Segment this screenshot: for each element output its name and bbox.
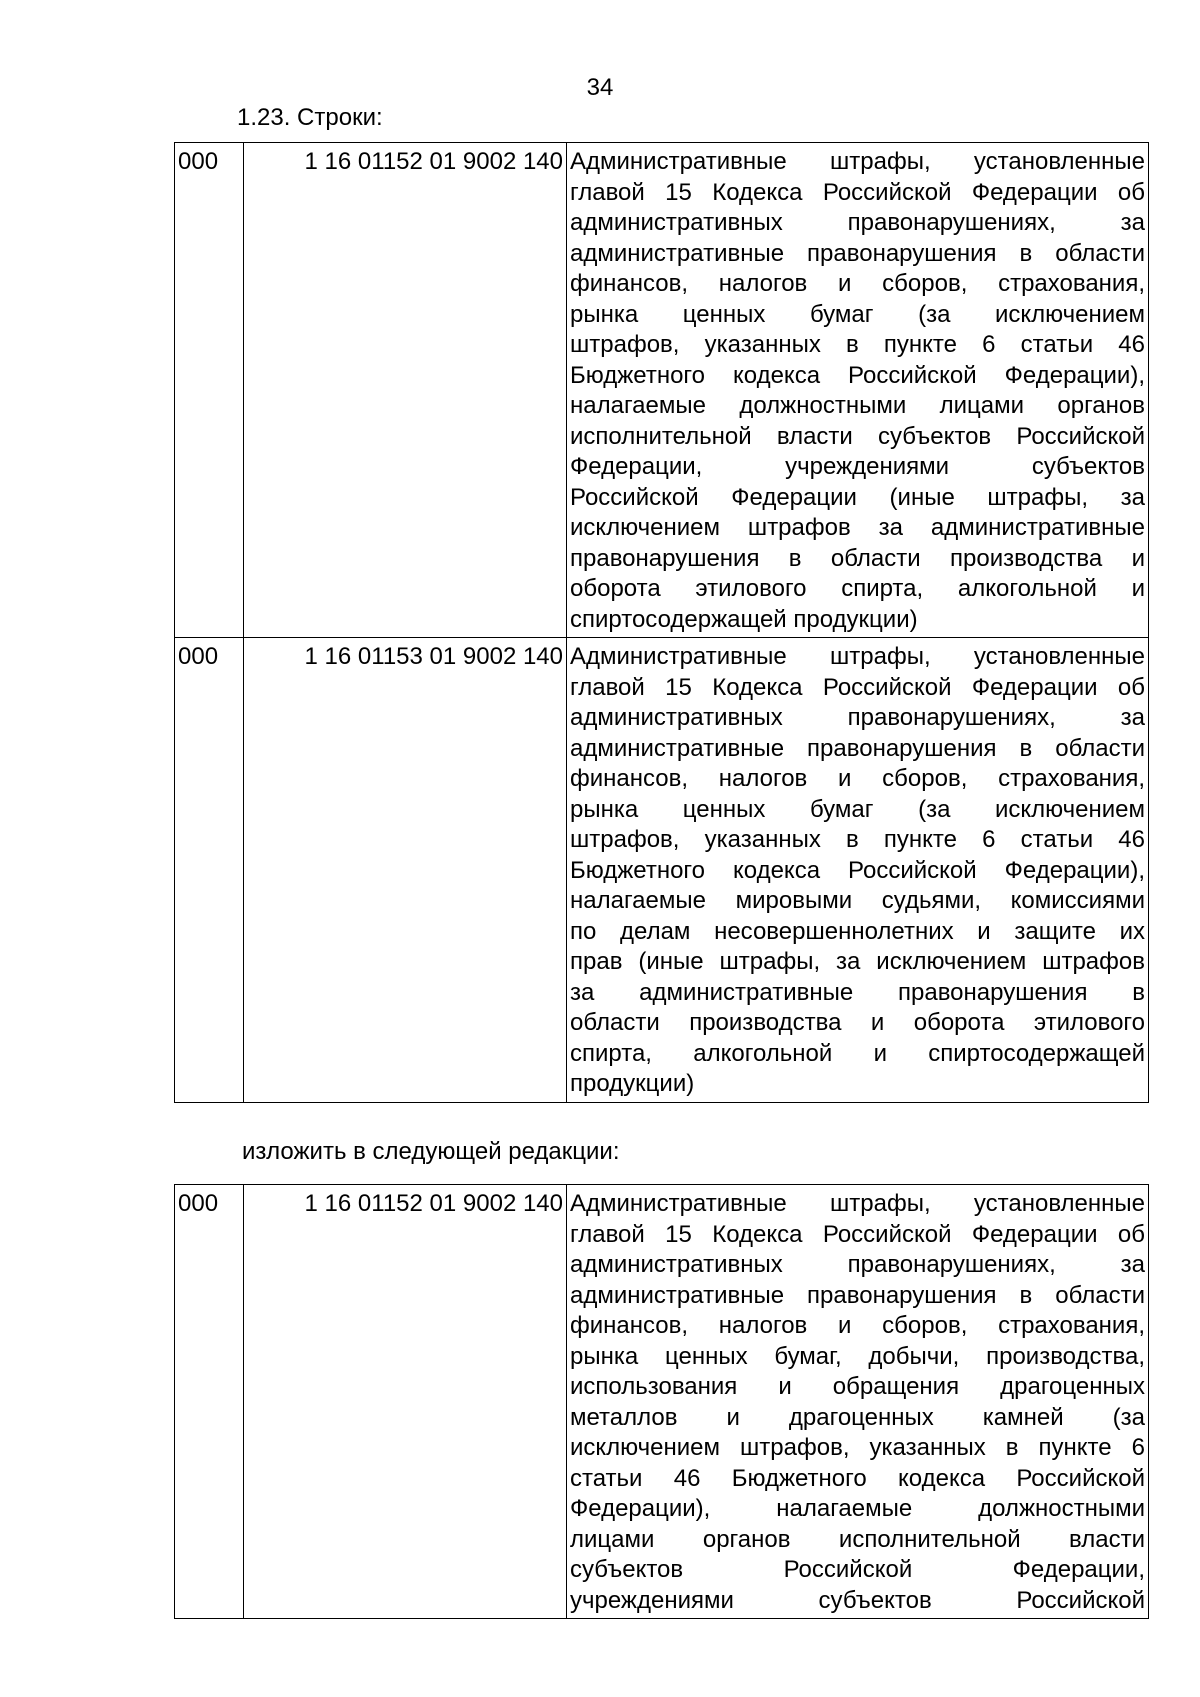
- description-line: финансов, налогов и сборов, страхования,: [570, 270, 1145, 297]
- description-line: использования и обращения драгоценных: [570, 1373, 1145, 1400]
- table-current-body: [175, 143, 1149, 1103]
- description-line: штрафов, указанных в пункте 6 статьи 46: [570, 826, 1145, 853]
- description-line: Федерации), налагаемые должностными: [570, 1495, 1145, 1522]
- description-line: административных правонарушениях, за: [570, 209, 1145, 236]
- page-number: 34: [586, 74, 614, 101]
- description-line: по делам несовершеннолетних и защите их: [570, 917, 1145, 945]
- description-line: административные правонарушения в области: [570, 1281, 1145, 1309]
- table-row: [175, 1185, 1149, 1619]
- description-line: субъектов Российской Федерации,: [570, 1556, 1145, 1583]
- description-line: рынка ценных бумаг, добычи, производства,: [570, 1342, 1145, 1370]
- description-line: налагаемые должностными лицами органов: [570, 392, 1145, 419]
- description-line: исключением штрафов за административные: [570, 514, 1145, 541]
- table-current-lines: [174, 142, 1149, 1103]
- description-line: налагаемые мировыми судьями, комиссиями: [570, 887, 1145, 914]
- description-line: правонарушения в области производства и: [570, 544, 1145, 572]
- description-line: Бюджетного кодекса Российской Федерации),: [570, 856, 1145, 884]
- description-line: области производства и оборота этилового: [570, 1009, 1145, 1036]
- description-line: статьи 46 Бюджетного кодекса Российской: [570, 1464, 1145, 1492]
- kbk-code-cell: 1 16 01152 01 9002 140: [244, 143, 567, 638]
- description-line: Федерации, учреждениями субъектов: [570, 453, 1145, 480]
- table-row: [175, 638, 1149, 1103]
- admin-code-cell: 000: [175, 638, 244, 1103]
- description-line: главой 15 Кодекса Российской Федерации об: [570, 673, 1145, 701]
- table-row: [175, 143, 1149, 638]
- description-line: финансов, налогов и сборов, страхования,: [570, 765, 1145, 792]
- description-cell: [567, 1185, 1149, 1619]
- description-line: спиртосодержащей продукции): [570, 605, 918, 633]
- description-line: за административные правонарушения в: [570, 978, 1145, 1006]
- intro-text: изложить в следующей редакции:: [242, 1138, 620, 1165]
- description-line: Административные штрафы, установленные: [570, 1190, 1145, 1217]
- description-cell: [567, 143, 1149, 638]
- description-line: лицами органов исполнительной власти: [570, 1525, 1145, 1553]
- kbk-code-cell: 1 16 01153 01 9002 140: [244, 638, 567, 1103]
- description-line: административных правонарушениях, за: [570, 704, 1145, 731]
- description-line: административные правонарушения в области: [570, 734, 1145, 762]
- description-line: прав (иные штрафы, за исключением штрафов: [570, 948, 1145, 975]
- description-line: Российской Федерации (иные штрафы, за: [570, 483, 1145, 511]
- description-line: рынка ценных бумаг (за исключением: [570, 300, 1145, 328]
- description-line: исключением штрафов, указанных в пункте 6: [570, 1434, 1145, 1461]
- description-line: финансов, налогов и сборов, страхования,: [570, 1312, 1145, 1339]
- admin-code-cell: 000: [175, 1185, 244, 1619]
- table-new-lines: [174, 1184, 1149, 1619]
- description-line: Административные штрафы, установленные: [570, 643, 1145, 670]
- description-line: Административные штрафы, установленные: [570, 148, 1145, 175]
- description-line: главой 15 Кодекса Российской Федерации об: [570, 178, 1145, 206]
- description-line: административные правонарушения в области: [570, 239, 1145, 267]
- kbk-code-cell: 1 16 01152 01 9002 140: [244, 1185, 567, 1619]
- description-line: продукции): [570, 1070, 695, 1097]
- description-line: Бюджетного кодекса Российской Федерации),: [570, 361, 1145, 389]
- description-line: исполнительной власти субъектов Российской: [570, 422, 1145, 450]
- description-line: оборота этилового спирта, алкогольной и: [570, 575, 1145, 602]
- admin-code-cell: 000: [175, 143, 244, 638]
- description-line: спирта, алкогольной и спиртосодержащей: [570, 1039, 1145, 1067]
- description-line: металлов и драгоценных камней (за: [570, 1403, 1145, 1431]
- description-line: штрафов, указанных в пункте 6 статьи 46: [570, 331, 1145, 358]
- description-line: главой 15 Кодекса Российской Федерации об: [570, 1220, 1145, 1248]
- table-new-body: [175, 1185, 1149, 1619]
- description-cell: [567, 638, 1149, 1103]
- section-heading: 1.23. Строки:: [237, 104, 383, 131]
- description-line: рынка ценных бумаг (за исключением: [570, 795, 1145, 823]
- description-line: учреждениями субъектов Российской: [570, 1586, 1145, 1614]
- description-line: административных правонарушениях, за: [570, 1251, 1145, 1278]
